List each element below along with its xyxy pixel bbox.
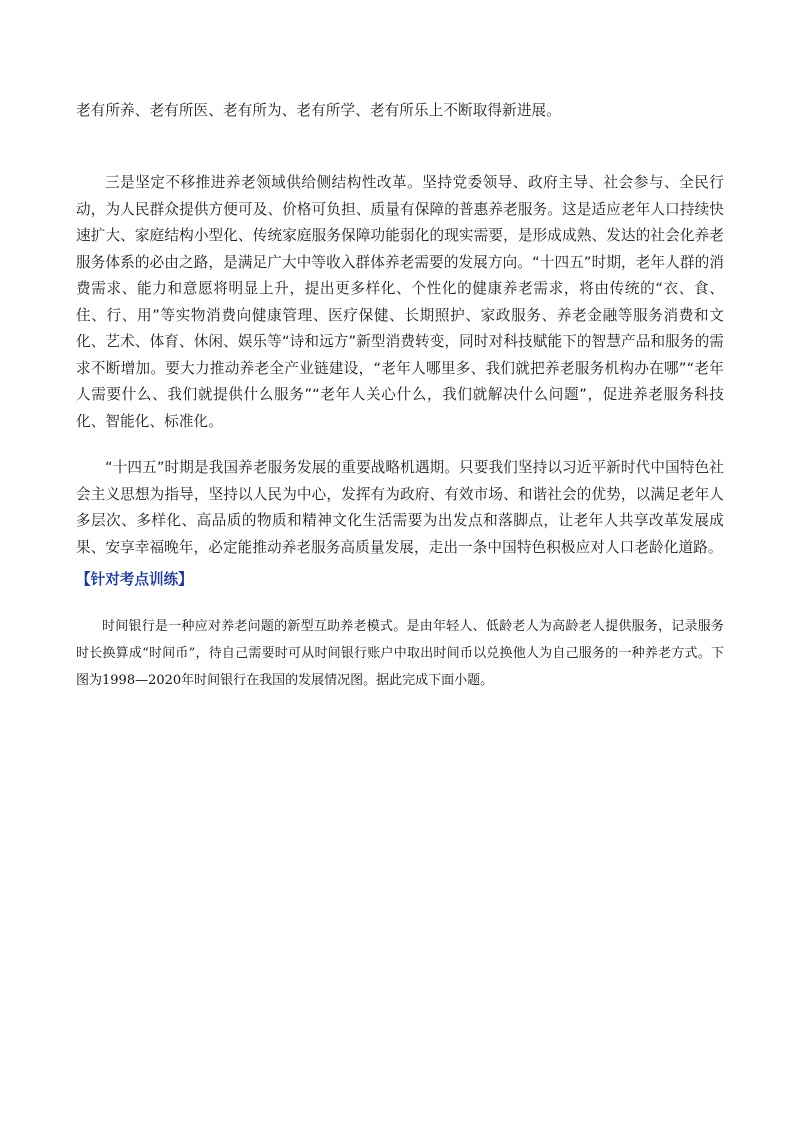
paragraph-continuation: 老有所养、老有所医、老有所为、老有所学、老有所乐上不断取得新进展。	[76, 102, 561, 119]
paragraph-supply-side-reform: 三是坚定不移推进养老领域供给侧结构性改革。坚持党委领导、政府主导、社会参与、全民行动，为人民群众提供方便可及、价格可负担、质量有保障的普惠养老服务。这是适应老年人口持续快速扩大、家庭结构小型化、传统家庭服务保障功能弱化的现实需要，是形成成熟、发达的社会化养老服务体系的必由之路，是满足广大中等收入群体养老需要的发展方向。“十四五”时期，老年人群的消费需求、能力和意愿将明显上升，提出更多样化、个性化的健康养老需求，将由传统的“衣、食、住、行、用”等实物消费向健康管理、医疗保健、长期照护、家政服务、养老金融等服务消费和文化、艺术、体育、休闲、娱乐等“诗和远方”新型消费转变，同时对科技赋能下的智慧产品和服务的需求不断增加。要大力推动养老全产业链建设，“老年人哪里多、我们就把养老服务机构办在哪”“老年人需要什么、我们就提供什么服务”“老年人关心什么，我们就解决什么问题”，促进养老服务科技化、智能化、标准化。	[76, 174, 724, 430]
exercise-paragraph: 时间银行是一种应对养老问题的新型互助养老模式。是由年轻人、低龄老人为高龄老人提供服务，记录服务时长换算成“时间币”，待自己需要时可从时间银行账户中取出时间币以兑换他人为自己服务的一种养老方式。下图为1998—2020年时间银行在我国的发展情况图。据此完成下面小题。	[76, 619, 724, 688]
paragraph-conclusion: “十四五”时期是我国养老服务发展的重要战略机遇期。只要我们坚持以习近平新时代中国特色社会主义思想为指导，坚持以人民为中心，发挥有为政府、有效市场、和谐社会的优势，以满足老年人多层次、多样化、高品质的物质和精神文化生活需要为出发点和落脚点，让老年人共享改革发展成果、安享幸福晚年，必定能推动养老服务高质量发展，走出一条中国特色积极应对人口老龄化道路。	[76, 459, 724, 556]
section-heading: 【针对考点训练】	[76, 571, 193, 588]
